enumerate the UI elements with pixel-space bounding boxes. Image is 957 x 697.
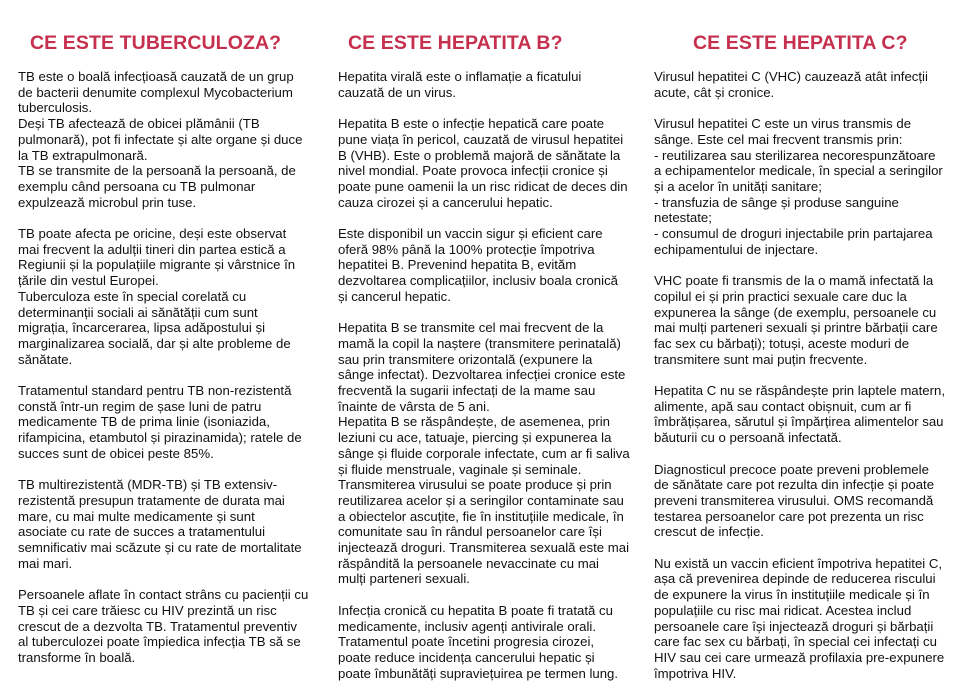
paragraph: Hepatita B se transmite cel mai frecvent de la mamă la copil la naștere (transmitere perinatală) sau prin transmitere orizontală (expunere la sânge infectat). Dezvoltarea infecției cronice este frecventă la sugarii infectați de la mame sau înainte de vârsta de 5 ani. Hepatita B se răspândește, de asemenea, prin leziuni cu ace, tatuaje, piercing și expunerea la sânge și fluide corporale infectate, cum ar fi saliva și fluide menstruale, vaginale și seminale. Transmiterea virusului se poate produce și prin reutilizarea acelor și a seringilor contaminate sau a obiectelor ascuțite, fie în instituțiile medicale, în comunitate sau în rândul persoanelor care își injectează droguri. Transmiterea sexuală este mai răspândită la persoanele nevaccinate cu mai mulți parteneri sexuali.: [338, 320, 630, 587]
body-tuberculoza: [18, 69, 318, 681]
paragraph: Hepatita B este o infecție hepatică care poate pune viața în pericol, cauzată de virusul hepatitei B (VHB). Este o problemă majoră de sănătate la nivel mondial. Poate provoca infecții cronice și poate pune oamenii la un risc ridicat de deces din cauza cirozei și a cancerului hepatic.: [338, 116, 628, 210]
body-hepatita-c: [654, 69, 954, 697]
paragraph: TB multirezistentă (MDR-TB) și TB extensiv- rezistentă presupun tratamente de durata mai mare, cu mai multe medicamente și sunt asociate cu rate de succes a tratamentului semnificativ mai scăzute și cu rate de mortalitate mai mari.: [18, 477, 302, 571]
paragraph: VHC poate fi transmis de la o mamă infectată la copilul ei și prin practici sexuale care duc la expunerea la sânge (de exemplu, persoanele cu mai mulți parteneri sexuali și printre bărbații care fac sex cu bărbați); totuși, aceste moduri de transmitere sunt mai puțin frecvente.: [654, 273, 938, 367]
paragraph: Virusul hepatitei C (VHC) cauzează atât infecții acute, cât și cronice.: [654, 69, 928, 100]
heading-hepatita-b: CE ESTE HEPATITA B?: [348, 32, 563, 54]
heading-tuberculoza: CE ESTE TUBERCULOZA?: [30, 32, 282, 54]
paragraph: Diagnosticul precoce poate preveni problemele de sănătate care pot rezulta din infecție și poate preveni transmiterea virusului. OMS recomandă testarea persoanelor care pot prezenta un risc crescut de infecție.: [654, 461, 935, 540]
paragraph: Nu există un vaccin eficient împotriva hepatitei C, așa că prevenirea depinde de reducerea riscului de expunere la virus în instituțiile medicale și în populațiile cu risc mai ridicat. Acestea includ persoanele care își injectează droguri și bărbații care fac sex cu bărbați, în special cei infectați cu HIV sau cei care urmează profilaxia pre-expunere împotriva HIV.: [654, 555, 945, 681]
paragraph: Infecția cronică cu hepatita B poate fi tratată cu medicamente, inclusiv agenți antivirale orali. Tratamentul poate încetini progresia cirozei, poate reduce incidența cancerului hepatic și poate îmbunătăți supraviețuirea pe termen lung.: [338, 602, 619, 681]
paragraph: TB poate afecta pe oricine, deși este observat mai frecvent la adulții tineri din partea estică a Regiunii și la populațiile migrante și vârstnice în țările din vestul Europei. Tuberculoza este în special corelată cu determinanții sociali ai sănătății cum sunt migrația, încarcerarea, lipsa adăpostului și marginalizarea socială, dar și alte probleme de sănătate.: [18, 226, 296, 367]
heading-hepatita-c: CE ESTE HEPATITA C?: [693, 32, 908, 54]
paragraph: Hepatita virală este o inflamație a ficatului cauzată de un virus.: [338, 69, 582, 100]
paragraph: TB este o boală infecțioasă cauzată de un grup de bacterii denumite complexul Mycobacterium tuberculosis. Deși TB afectează de obicei plămânii (TB pulmonară), pot fi infectate și alte organe și duce la TB extrapulmonară. TB se transmite de la persoană la persoană, de exemplu când persoana cu TB pulmonar expulzează microbul prin tuse.: [18, 69, 303, 210]
body-hepatita-b: [338, 69, 638, 697]
paragraph: Virusul hepatitei C este un virus transmis de sânge. Este cel mai frecvent transmis prin: - reutilizarea sau sterilizarea necorespunzătoare a echipamentelor medicale, în special a seringilor și a acelor în unități sanitare; - transfuzia de sânge și produse sanguine netestate; - consumul de droguri injectabile prin partajarea echipamentului de injectare.: [654, 116, 943, 257]
paragraph: Persoanele aflate în contact strâns cu pacienții cu TB și cei care trăiesc cu HIV prezintă un risc crescut de a dezvolta TB. Tratamentul preventiv al tuberculozei poate împiedica infecția TB să se transforme în boală.: [18, 587, 309, 665]
paragraph: Hepatita C nu se răspândește prin laptele matern, alimente, apă sau contact obișnuit, cum ar fi îmbrățișarea, sărutul și împărțirea alimentelor sau băuturii cu o persoană infectată.: [654, 383, 946, 446]
paragraph: Este disponibil un vaccin sigur și eficient care oferă 98% până la 100% protecție împotriva hepatitei B. Prevenind hepatita B, evităm dezvoltarea complicațiilor, inclusiv boala cronică și cancerul hepatic.: [338, 226, 619, 304]
paragraph: Tratamentul standard pentru TB non-rezistentă constă într-un regim de șase luni de patru medicamente TB de prima linie (isoniazida, rifampicina, etambutol și pirazinamida); ratele de succes sunt de obicei peste 85%.: [18, 383, 302, 461]
